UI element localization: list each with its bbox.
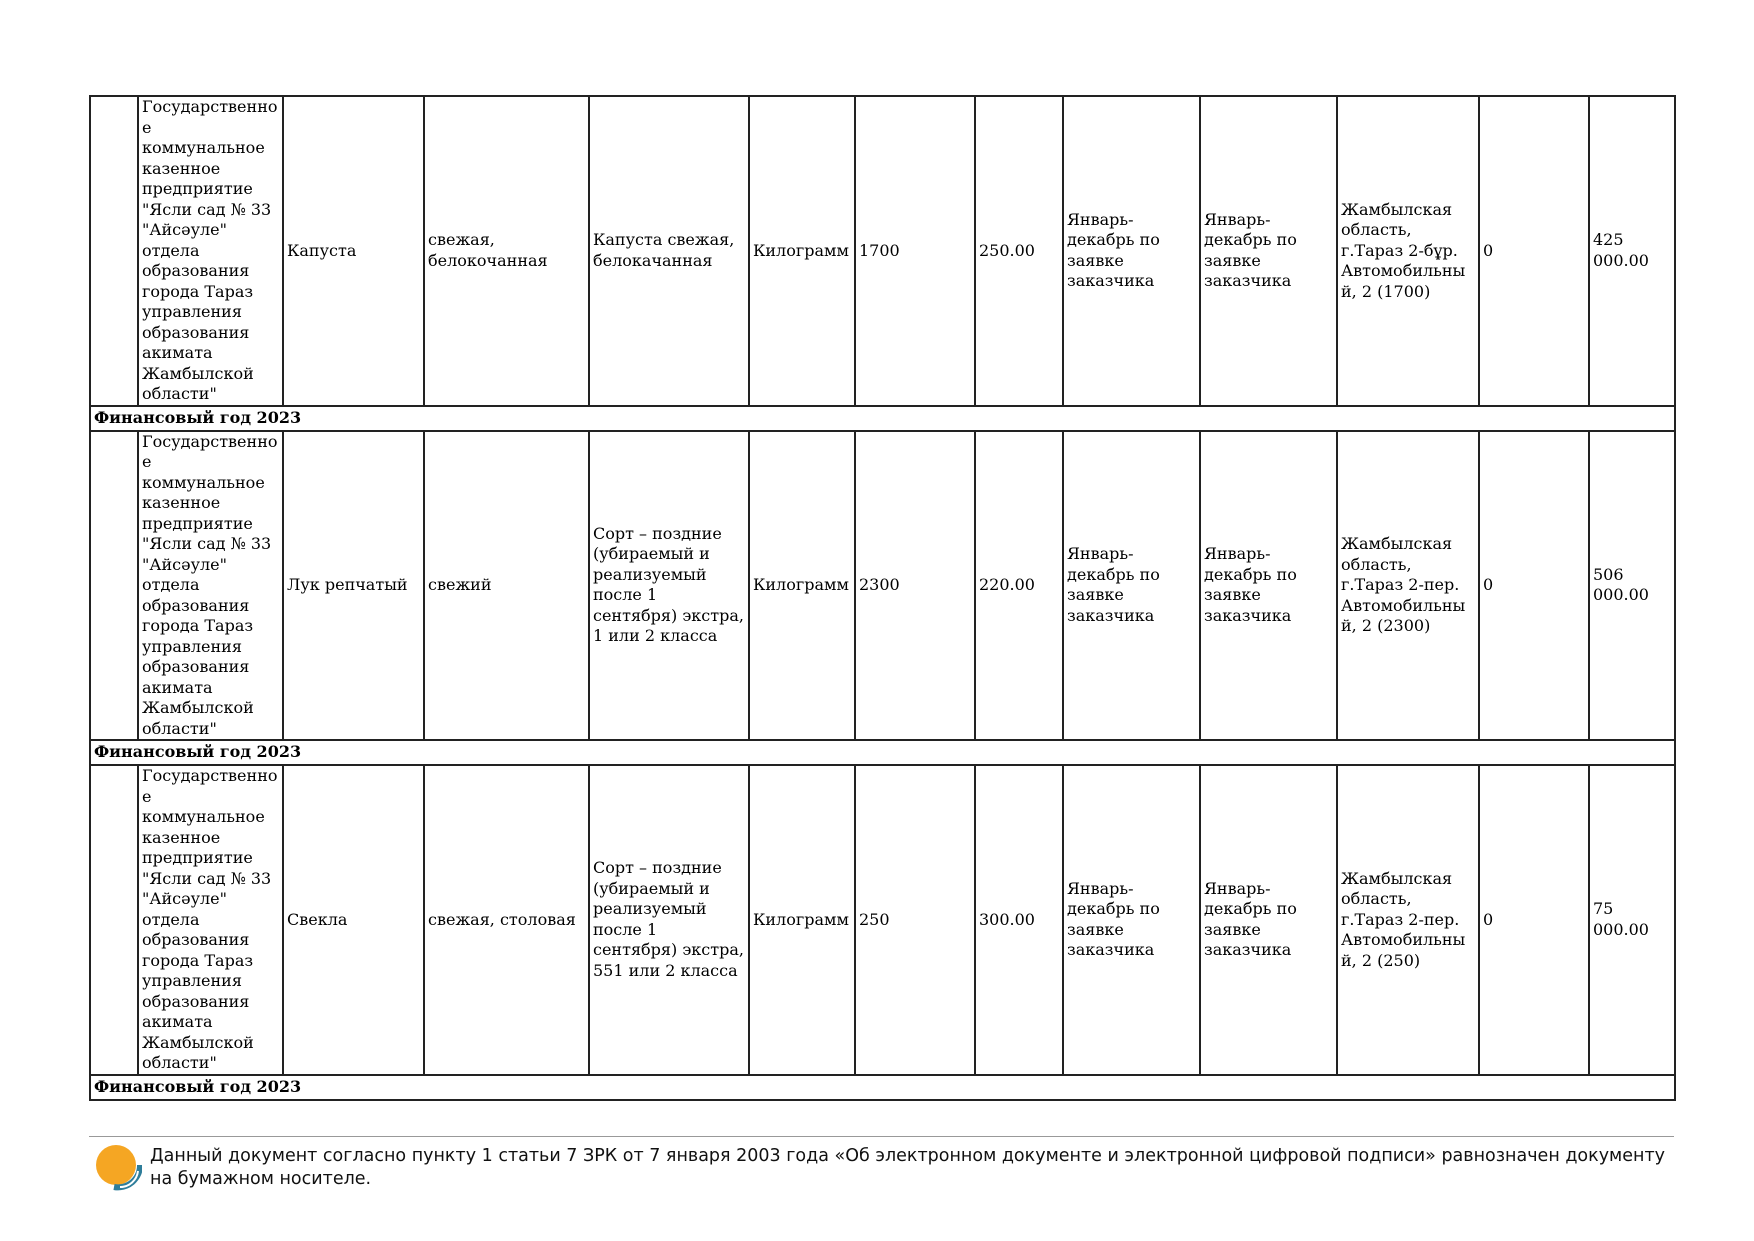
cell-quantity: 1700 <box>855 96 975 406</box>
fiscal-year-label: Финансовый год 2023 <box>90 406 1675 431</box>
cell-price: 220.00 <box>975 431 1063 741</box>
cell-sum: 425 000.00 <box>1589 96 1675 406</box>
cell-advance: 0 <box>1479 431 1589 741</box>
cell-extra: Сорт – поздние (убираемый и реализуемый после 1 сентября) экстра, 1 или 2 класса <box>589 431 749 741</box>
row-number-cell <box>90 96 138 406</box>
cell-name: Свекла <box>283 765 424 1075</box>
row-number-cell <box>90 431 138 741</box>
cell-price: 250.00 <box>975 96 1063 406</box>
cell-org: Государственное коммунальное казенное предприятие "Ясли сад № 33 "Айсәуле" отдела образования города Тараз управления образования акимата Жамбылской области" <box>138 431 283 741</box>
row-number-cell <box>90 765 138 1075</box>
cell-characteristic: свежая, белокочанная <box>424 96 589 406</box>
cell-period2: Январь-декабрь по заявке заказчика <box>1200 96 1337 406</box>
cell-quantity: 250 <box>855 765 975 1075</box>
footer <box>89 1136 1674 1189</box>
cell-name: Капуста <box>283 96 424 406</box>
fiscal-year-label: Финансовый год 2023 <box>90 740 1675 765</box>
cell-place: Жамбылская область, г.Тараз 2-пер. Автомобильный, 2 (250) <box>1337 765 1479 1075</box>
fiscal-year-row <box>90 1075 1675 1100</box>
table-row <box>90 765 1675 1075</box>
cell-characteristic: свежая, столовая <box>424 765 589 1075</box>
cell-place: Жамбылская область, г.Тараз 2-пер. Автомобильный, 2 (2300) <box>1337 431 1479 741</box>
cell-org: Государственное коммунальное казенное предприятие "Ясли сад № 33 "Айсәуле" отдела образования города Тараз управления образования акимата Жамбылской области" <box>138 96 283 406</box>
cell-period2: Январь-декабрь по заявке заказчика <box>1200 765 1337 1075</box>
cell-period1: Январь-декабрь по заявке заказчика <box>1063 96 1200 406</box>
cell-price: 300.00 <box>975 765 1063 1075</box>
fiscal-year-row <box>90 740 1675 765</box>
cell-sum: 75 000.00 <box>1589 765 1675 1075</box>
fiscal-year-row <box>90 406 1675 431</box>
cell-unit: Килограмм <box>749 765 855 1075</box>
cell-unit: Килограмм <box>749 431 855 741</box>
cell-quantity: 2300 <box>855 431 975 741</box>
cell-advance: 0 <box>1479 96 1589 406</box>
footer-text: Данный документ согласно пункту 1 статьи 7 ЗРК от 7 января 2003 года «Об электронном документе и электронной цифровой подписи» равнозначен документу на бумажном носителе. <box>150 1146 1666 1189</box>
cell-period2: Январь-декабрь по заявке заказчика <box>1200 431 1337 741</box>
egov-logo-icon <box>94 1143 142 1191</box>
cell-sum: 506 000.00 <box>1589 431 1675 741</box>
cell-extra: Сорт – поздние (убираемый и реализуемый после 1 сентября) экстра, 551 или 2 класса <box>589 765 749 1075</box>
cell-period1: Январь-декабрь по заявке заказчика <box>1063 765 1200 1075</box>
table-row <box>90 431 1675 741</box>
cell-name: Лук репчатый <box>283 431 424 741</box>
table-row <box>90 96 1675 406</box>
cell-characteristic: свежий <box>424 431 589 741</box>
cell-org: Государственное коммунальное казенное предприятие "Ясли сад № 33 "Айсәуле" отдела образования города Тараз управления образования акимата Жамбылской области" <box>138 765 283 1075</box>
procurement-table <box>89 95 1676 1101</box>
cell-unit: Килограмм <box>749 96 855 406</box>
cell-place: Жамбылская область, г.Тараз 2-бұр. Автомобильный, 2 (1700) <box>1337 96 1479 406</box>
cell-period1: Январь-декабрь по заявке заказчика <box>1063 431 1200 741</box>
fiscal-year-label: Финансовый год 2023 <box>90 1075 1675 1100</box>
cell-advance: 0 <box>1479 765 1589 1075</box>
cell-extra: Капуста свежая, белокачанная <box>589 96 749 406</box>
